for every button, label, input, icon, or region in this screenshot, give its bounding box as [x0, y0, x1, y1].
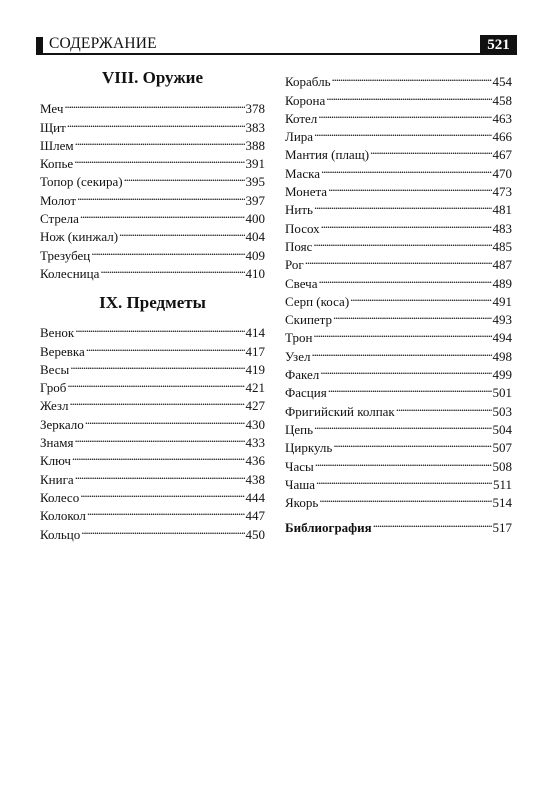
toc-entry-title: Часы — [285, 458, 314, 474]
dot-leader — [70, 392, 245, 410]
toc-entry-title: Монета — [285, 184, 328, 200]
dot-leader — [319, 269, 492, 287]
dot-leader — [74, 429, 244, 447]
toc-entry — [40, 113, 265, 135]
dot-leader — [124, 168, 245, 186]
dot-leader — [332, 68, 492, 86]
dot-leader — [373, 514, 492, 532]
toc-entry-title: Факел — [285, 367, 320, 383]
toc-entry-title: Маска — [285, 165, 320, 181]
section-title-objects: IX. Предметы — [99, 293, 206, 312]
toc-entry-page: 438 — [245, 471, 265, 487]
bibliography-entries — [285, 514, 512, 536]
toc-entry-title: Ключ — [40, 453, 71, 469]
toc-entry — [285, 514, 512, 536]
toc-entry — [285, 361, 512, 383]
page-number: 521 — [480, 35, 517, 55]
toc-entry-page: 466 — [492, 129, 512, 145]
toc-entry-page: 388 — [245, 137, 265, 153]
toc-entry-title: Щит — [40, 119, 66, 135]
toc-entry-page: 414 — [245, 325, 265, 341]
toc-entry-title: Гроб — [40, 380, 67, 396]
toc-entry-title: Нож (кинжал) — [40, 229, 119, 245]
toc-entry-page: 447 — [245, 508, 265, 524]
toc-entry-page: 404 — [245, 229, 265, 245]
dot-leader — [396, 397, 492, 415]
section-entries-objects — [40, 319, 265, 542]
toc-entry — [40, 447, 265, 469]
toc-entry — [40, 319, 265, 341]
toc-entry-title: Скипетр — [285, 312, 333, 328]
toc-entry-page: 417 — [245, 343, 265, 359]
dot-leader — [328, 178, 491, 196]
dot-leader — [119, 223, 244, 241]
dot-leader — [319, 489, 491, 507]
toc-entry — [285, 214, 512, 236]
toc-entry-title: Меч — [40, 101, 64, 117]
toc-entry-title: Весы — [40, 361, 70, 377]
toc-entry-title: Фасция — [285, 385, 327, 401]
dot-leader — [75, 465, 245, 483]
toc-entry-title: Книга — [40, 471, 74, 487]
toc-entry-page: 421 — [245, 380, 265, 396]
dot-leader — [305, 251, 492, 269]
toc-entry-title: Цепь — [285, 421, 314, 437]
toc-entry-page: 487 — [492, 257, 512, 273]
dot-leader — [85, 410, 245, 428]
toc-entry-page: 444 — [245, 489, 265, 505]
toc-entry — [285, 251, 512, 273]
toc-entry-title: Шлем — [40, 137, 74, 153]
toc-entry-title: Колесо — [40, 489, 80, 505]
toc-entry — [40, 374, 265, 396]
dot-leader — [80, 205, 245, 223]
toc-entry-title: Якорь — [285, 495, 319, 511]
toc-entry — [285, 452, 512, 474]
toc-entry-page: 503 — [492, 403, 512, 419]
dot-leader — [350, 288, 491, 306]
toc-entry — [285, 269, 512, 291]
toc-entry — [285, 434, 512, 456]
toc-entry-title: Колесница — [40, 265, 100, 281]
dot-leader — [321, 214, 492, 232]
dot-leader — [72, 447, 245, 465]
toc-entry — [285, 123, 512, 145]
header-marker — [36, 37, 43, 53]
dot-leader — [67, 113, 245, 131]
toc-entry-page: 507 — [492, 440, 512, 456]
toc-entry-page: 508 — [492, 458, 512, 474]
toc-entry-page: 491 — [492, 293, 512, 309]
toc-entry-page: 458 — [492, 92, 512, 108]
toc-entry-page: 499 — [492, 367, 512, 383]
toc-entry — [40, 410, 265, 432]
toc-entry-page: 504 — [492, 421, 512, 437]
toc-entry-title: Фригийский колпак — [285, 403, 395, 419]
toc-entry — [40, 168, 265, 190]
toc-entry — [285, 196, 512, 218]
toc-entry — [40, 429, 265, 451]
toc-entry-page: 427 — [245, 398, 265, 414]
toc-entry-page: 485 — [492, 238, 512, 254]
toc-entry-page: 395 — [245, 174, 265, 190]
toc-entry-title: Нить — [285, 202, 313, 218]
toc-entry-title: Чаша — [285, 476, 315, 492]
toc-entry-page: 467 — [492, 147, 512, 163]
toc-entry-title: Котел — [285, 110, 318, 126]
toc-entry-page: 450 — [245, 526, 265, 542]
toc-entry — [40, 95, 265, 117]
toc-entry-page: 481 — [492, 202, 512, 218]
toc-entry — [40, 392, 265, 414]
toc-entry-title: Лира — [285, 129, 314, 145]
toc-entry-page: 517 — [492, 520, 512, 536]
toc-entry-page: 493 — [492, 312, 512, 328]
toc-entry-page: 378 — [245, 101, 265, 117]
toc-entry — [285, 105, 512, 126]
toc-entry-title: Свеча — [285, 275, 318, 291]
toc-entry — [285, 416, 512, 437]
dot-leader — [75, 132, 245, 150]
toc-entry-title: Узел — [285, 348, 311, 364]
toc-entry-title: Кольцо — [40, 526, 81, 542]
toc-entry — [285, 489, 512, 511]
dot-leader — [313, 233, 491, 251]
dot-leader — [91, 241, 244, 259]
toc-entry-title: Веревка — [40, 343, 85, 359]
dot-leader — [311, 342, 491, 360]
toc-entry-title: Циркуль — [285, 440, 333, 456]
dot-leader — [333, 306, 491, 324]
toc-entry-page: 473 — [492, 184, 512, 200]
toc-entry-page: 433 — [245, 435, 265, 451]
toc-entry-page: 514 — [492, 495, 512, 511]
toc-entry-title: Библиография — [285, 520, 372, 536]
toc-entry-page: 498 — [492, 348, 512, 364]
toc-entry-page: 410 — [245, 265, 265, 281]
toc-entry-page: 430 — [245, 416, 265, 432]
dot-leader — [87, 502, 245, 520]
toc-entry — [285, 141, 512, 163]
toc-entry — [40, 150, 265, 172]
toc-entry-title: Посох — [285, 220, 320, 236]
toc-entry-title: Мантия (плащ) — [285, 147, 370, 163]
section-title-weapons: VIII. Оружие — [101, 68, 204, 87]
toc-entry — [40, 132, 265, 153]
dot-leader — [321, 159, 492, 177]
toc-entry-page: 419 — [245, 361, 265, 377]
dot-leader — [314, 123, 491, 141]
toc-entry-page: 383 — [245, 119, 265, 135]
toc-entry-page: 463 — [492, 110, 512, 126]
dot-leader — [314, 416, 491, 434]
toc-entry-title: Пояс — [285, 238, 313, 254]
toc-entry — [285, 288, 512, 309]
dot-leader — [64, 95, 244, 113]
dot-leader — [80, 484, 244, 502]
dot-leader — [316, 471, 492, 489]
toc-entry-page: 391 — [245, 156, 265, 172]
toc-entry — [285, 68, 512, 90]
toc-entry-page: 511 — [492, 476, 512, 492]
toc-entry-title: Знамя — [40, 435, 74, 451]
toc-entry-title: Корона — [285, 92, 326, 108]
toc-entry-page: 494 — [492, 330, 512, 346]
toc-entry-page: 483 — [492, 220, 512, 236]
toc-entry-title: Рог — [285, 257, 304, 273]
toc-entry — [285, 324, 512, 346]
toc-entry-title: Корабль — [285, 74, 331, 90]
toc-entry-page: 409 — [245, 247, 265, 263]
dot-leader — [326, 86, 491, 104]
toc-entry-page: 470 — [492, 165, 512, 181]
dot-leader — [314, 196, 492, 214]
toc-entry — [285, 471, 512, 492]
running-header — [36, 35, 517, 55]
dot-leader — [70, 356, 244, 374]
dot-leader — [320, 361, 491, 379]
dot-leader — [328, 379, 492, 397]
toc-entry — [285, 342, 512, 364]
dot-leader — [81, 520, 244, 538]
toc-entry — [285, 233, 512, 254]
dot-leader — [315, 452, 492, 470]
dot-leader — [77, 186, 244, 204]
toc-entry-title: Венок — [40, 325, 75, 341]
toc-entry-title: Молот — [40, 192, 77, 208]
toc-entry-title: Жезл — [40, 398, 69, 414]
dot-leader — [74, 150, 244, 168]
toc-entry-page: 436 — [245, 453, 265, 469]
dot-leader — [86, 337, 245, 355]
toc-entry-page: 454 — [492, 74, 512, 90]
section-entries-weapons — [40, 95, 265, 281]
toc-entry-title: Зеркало — [40, 416, 84, 432]
toc-entry-title: Колокол — [40, 508, 86, 524]
toc-entry — [40, 356, 265, 377]
toc-entry — [40, 465, 265, 487]
toc-entry-title: Стрела — [40, 211, 79, 227]
toc-entry-title: Трезубец — [40, 247, 91, 263]
dot-leader — [333, 434, 491, 452]
dot-leader — [313, 324, 491, 342]
dot-leader — [318, 105, 491, 123]
toc-entry-page: 489 — [492, 275, 512, 291]
toc-entry-title: Трон — [285, 330, 313, 346]
right-entries — [285, 68, 512, 511]
header-title: СОДЕРЖАНИЕ — [49, 35, 157, 52]
toc-entry-page: 501 — [492, 385, 512, 401]
dot-leader — [100, 260, 244, 278]
dot-leader — [67, 374, 244, 392]
toc-entry-page: 400 — [245, 211, 265, 227]
dot-leader — [75, 319, 244, 337]
toc-entry-title: Копье — [40, 156, 74, 172]
toc-entry-title: Серп (коса) — [285, 293, 350, 309]
toc-entry-page: 397 — [245, 192, 265, 208]
toc-entry-title: Топор (секира) — [40, 174, 123, 190]
dot-leader — [370, 141, 491, 159]
